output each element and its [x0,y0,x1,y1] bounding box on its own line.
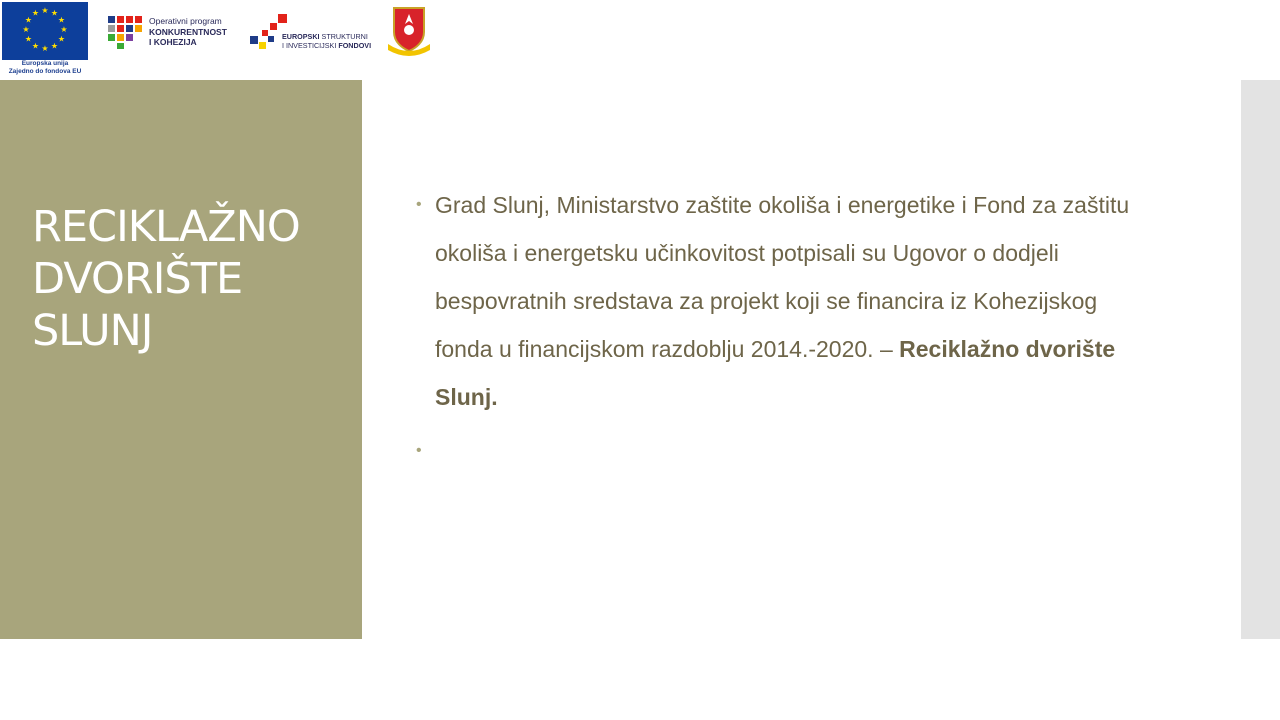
svg-text:★: ★ [41,44,49,53]
title-line-1: RECIKLAŽNO [32,202,300,252]
esi-line1 [282,32,371,41]
esi-line2-rest: I INVESTICIJSKI [282,41,339,50]
bullet-dot-icon: • [416,196,422,213]
op-line3: I KOHEZIJA [149,37,197,47]
esi-line1-rest: STRUKTURNI [319,32,368,41]
svg-text:★: ★ [57,15,66,25]
title-line-3: SLUNJ [32,306,153,356]
svg-text:★: ★ [31,8,40,18]
eu-logo [2,2,88,78]
op-logo-text [149,16,227,48]
op-line2: KONKURENTNOST [149,26,227,37]
bullet-item [416,181,1136,421]
esi-line2 [282,41,371,50]
svg-text:★: ★ [50,8,59,18]
svg-text:★: ★ [24,34,33,44]
eu-caption-line2: Zajedno do fondova EU [8,68,82,75]
bullet-bold-text: Reciklažno dvorište Slunj. [435,336,1116,410]
eu-caption [2,60,88,76]
right-side-strip [1241,80,1280,639]
grad-slunj-crest-icon [386,4,432,56]
esi-line2-bold: FONDOVI [338,41,372,50]
bullet-text: Grad Slunj, Ministarstvo zaštite okoliša i energetike i Fond za zaštitu okoliša i energetsku učinkovitost potpisali su Ugovor o dodjeli bespovratnih sredstava za projekt koji se financira iz Kohezijskog fonda u financijskom razdoblju 2014.-2020. – [435,192,1130,362]
svg-text:★: ★ [50,41,59,51]
svg-text:★: ★ [41,6,49,15]
bullet-item-empty [416,427,1136,475]
op-line1: Operativni program [149,16,222,26]
logo-strip [0,0,432,80]
slide-content [416,181,1136,475]
svg-text:★: ★ [60,25,68,34]
op-mosaic-icon [106,14,146,50]
esi-line1-bold: EUROPSKI [282,32,320,41]
svg-text:★: ★ [31,41,40,51]
esi-logo-text [282,32,371,50]
slide-title [32,201,352,357]
bullet-dot-icon: • [416,442,422,459]
eu-caption-line1: Europska unija [21,60,69,67]
svg-text:★: ★ [22,25,30,34]
title-line-2: DVORIŠTE [32,254,243,304]
svg-text:★: ★ [24,15,33,25]
esi-funds-logo [248,12,372,56]
svg-text:★: ★ [57,34,66,44]
eu-flag-icon [2,2,88,60]
operational-programme-logo [106,14,230,54]
title-panel [0,80,362,639]
